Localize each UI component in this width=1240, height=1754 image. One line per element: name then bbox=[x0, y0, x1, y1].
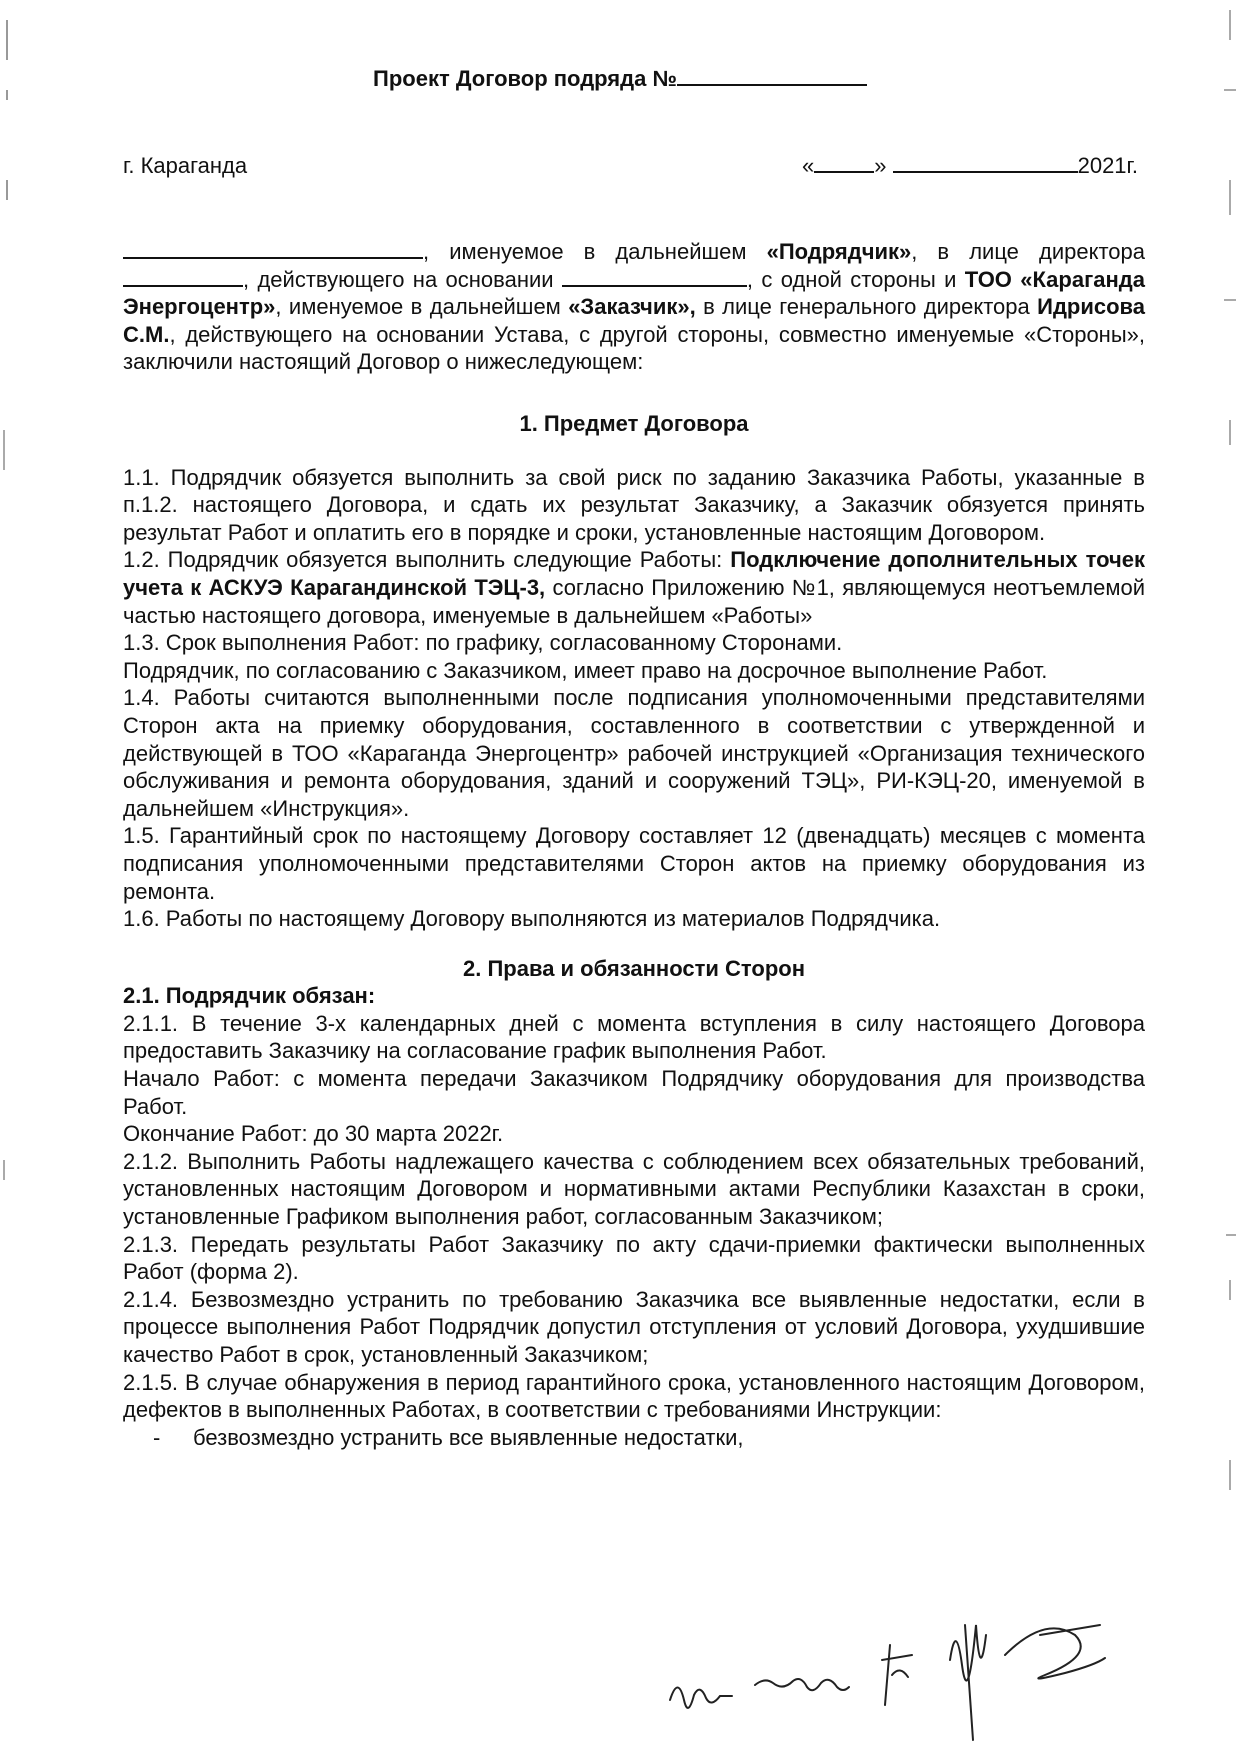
preamble-text-4: , с одной стороны и bbox=[746, 266, 965, 292]
clause-1-2-rest: согласно Приложению №1, являющемуся неотъемлемой частью настоящего договора, именуемые в дальнейшем «Работы» bbox=[123, 574, 1145, 628]
clause-1-5: 1.5. Гарантийный срок по настоящему Договору составляет 12 (двенадцать) месяцев с момента подписания уполномоченными представителями Сторон актов на приемку оборудования из ремонта. bbox=[123, 823, 1145, 904]
contract-date bbox=[802, 153, 1138, 179]
month-blank bbox=[893, 153, 1078, 173]
document-title bbox=[0, 66, 1240, 92]
list-item-text: безвозмездно устранить все выявленные недостатки, bbox=[193, 1424, 744, 1450]
preamble-text-1: , именуемое в дальнейшем bbox=[423, 239, 767, 264]
preamble-text-6: в лице генерального директора bbox=[695, 294, 1038, 320]
clause-2-1-1: 2.1.1. В течение 3-х календарных дней с момента вступления в силу настоящего Договора предоставить Заказчику на согласование график выполнения Работ. bbox=[123, 1010, 1145, 1064]
list-item bbox=[123, 1424, 1145, 1452]
document-title-text: Проект Договор подряда № bbox=[373, 66, 677, 91]
customer-organization: ТОО «Караганда Энергоцентр» bbox=[123, 266, 1145, 320]
clause-2-1-3: 2.1.3. Передать результаты Работ Заказчику по акту сдачи-приемки фактически выполненных Работ (форма 2). bbox=[123, 1231, 1145, 1285]
preamble-text-3: , действующего на основании bbox=[243, 266, 562, 292]
preamble bbox=[123, 238, 1145, 376]
contractor-term: «Подрядчик» bbox=[766, 239, 912, 264]
clause-2-1-4: 2.1.4. Безвозмездно устранить по требованию Заказчика все выявленные недостатки, если в процессе выполнения Работ Подрядчик допустил отступления от условий Договора, ухудшившие качество Работ в срок, установленный Заказчиком; bbox=[123, 1286, 1145, 1367]
preamble-paragraph bbox=[123, 238, 1145, 376]
clause-1-1: 1.1. Подрядчик обязуется выполнить за свой риск по заданию Заказчика Работы, указанные в п.1.2. настоящего Договора, и сдать их результат Заказчику, а Заказчик обязуется принять результат Работ и оплатить его в порядке и сроки, установленные настоящим Договором. bbox=[123, 464, 1145, 545]
basis-blank bbox=[562, 267, 747, 287]
city-date-row bbox=[123, 153, 1138, 179]
date-quote-open: « bbox=[801, 153, 815, 178]
left-edge-marks bbox=[0, 0, 14, 1754]
subsection-2-1-title: 2.1. Подрядчик обязан: bbox=[123, 983, 376, 1009]
clause-1-6: 1.6. Работы по настоящему Договору выполняются из материалов Подрядчика. bbox=[123, 906, 941, 932]
day-blank bbox=[814, 153, 874, 173]
date-year: 2021г. bbox=[1077, 153, 1138, 178]
subsection-2-1 bbox=[123, 982, 1145, 1010]
clause-2-1-5: 2.1.5. В случае обнаружения в период гарантийного срока, установленного настоящим Договором, дефектов в выполненных Работах, в соответствии с требованиями Инструкции: bbox=[123, 1369, 1145, 1423]
work-start: Начало Работ: с момента передачи Заказчиком Подрядчику оборудования для производства Работ. bbox=[123, 1066, 1145, 1119]
list-dash: - bbox=[153, 1424, 161, 1450]
work-end: Окончание Работ: до 30 марта 2022г. bbox=[123, 1121, 504, 1147]
director-name: Идрисова С.М. bbox=[123, 294, 1146, 347]
clause-1-4: 1.4. Работы считаются выполненными после подписания уполномоченными представителями Сторон акта на приемку оборудования, составленного в соответствии с утвержденной и действующей в ТОО «Караганда Энергоцентр» рабочей инструкцией «Организация технического обслуживания и ремонта оборудования, зданий и сооружений ТЭЦ», РИ-КЭЦ-20, именуемой в дальнейшем «Инструкция». bbox=[123, 685, 1145, 821]
right-edge-marks bbox=[1218, 0, 1240, 1754]
city: г. Караганда bbox=[123, 153, 248, 178]
contract-number-blank bbox=[677, 66, 867, 86]
preamble-text-5: , именуемое в дальнейшем bbox=[275, 294, 569, 320]
section-2-heading: 2. Права и обязанности Сторон bbox=[463, 955, 805, 981]
date-quote-close: » bbox=[874, 153, 887, 178]
preamble-text-2: , в лице директора bbox=[911, 239, 1146, 264]
clause-1-2-work-title: Подключение дополнительных точек учета к АСКУЭ Карагандинской ТЭЦ-3, bbox=[123, 547, 1145, 600]
clause-1-2 bbox=[123, 546, 1145, 629]
section-1-heading: 1. Предмет Договора bbox=[519, 411, 749, 436]
clause-2-1-2: 2.1.2. Выполнить Работы надлежащего качества с соблюдением всех обязательных требований, установленных настоящим Договором и нормативными актами Республики Казахстан в сроки, установленные Графиком выполнения работ, согласованным Заказчиком; bbox=[123, 1148, 1145, 1230]
handwritten-signatures bbox=[660, 1605, 1220, 1745]
clause-1-3-note: Подрядчик, по согласованию с Заказчиком, имеет право на досрочное выполнение Работ. bbox=[123, 657, 1048, 683]
section-1 bbox=[123, 410, 1145, 1451]
preamble-text-7: , действующего на основании Устава, с другой стороны, совместно именуемые «Стороны», заключили настоящий Договор о нижеследующем: bbox=[123, 321, 1145, 375]
customer-term: «Заказчик», bbox=[568, 294, 696, 320]
director-name-blank bbox=[123, 267, 243, 287]
clause-1-2-text: 1.2. Подрядчик обязуется выполнить следующие Работы: bbox=[123, 547, 731, 573]
contractor-name-blank bbox=[123, 239, 423, 259]
clause-1-3: 1.3. Срок выполнения Работ: по графику, согласованному Сторонами. bbox=[123, 630, 843, 656]
